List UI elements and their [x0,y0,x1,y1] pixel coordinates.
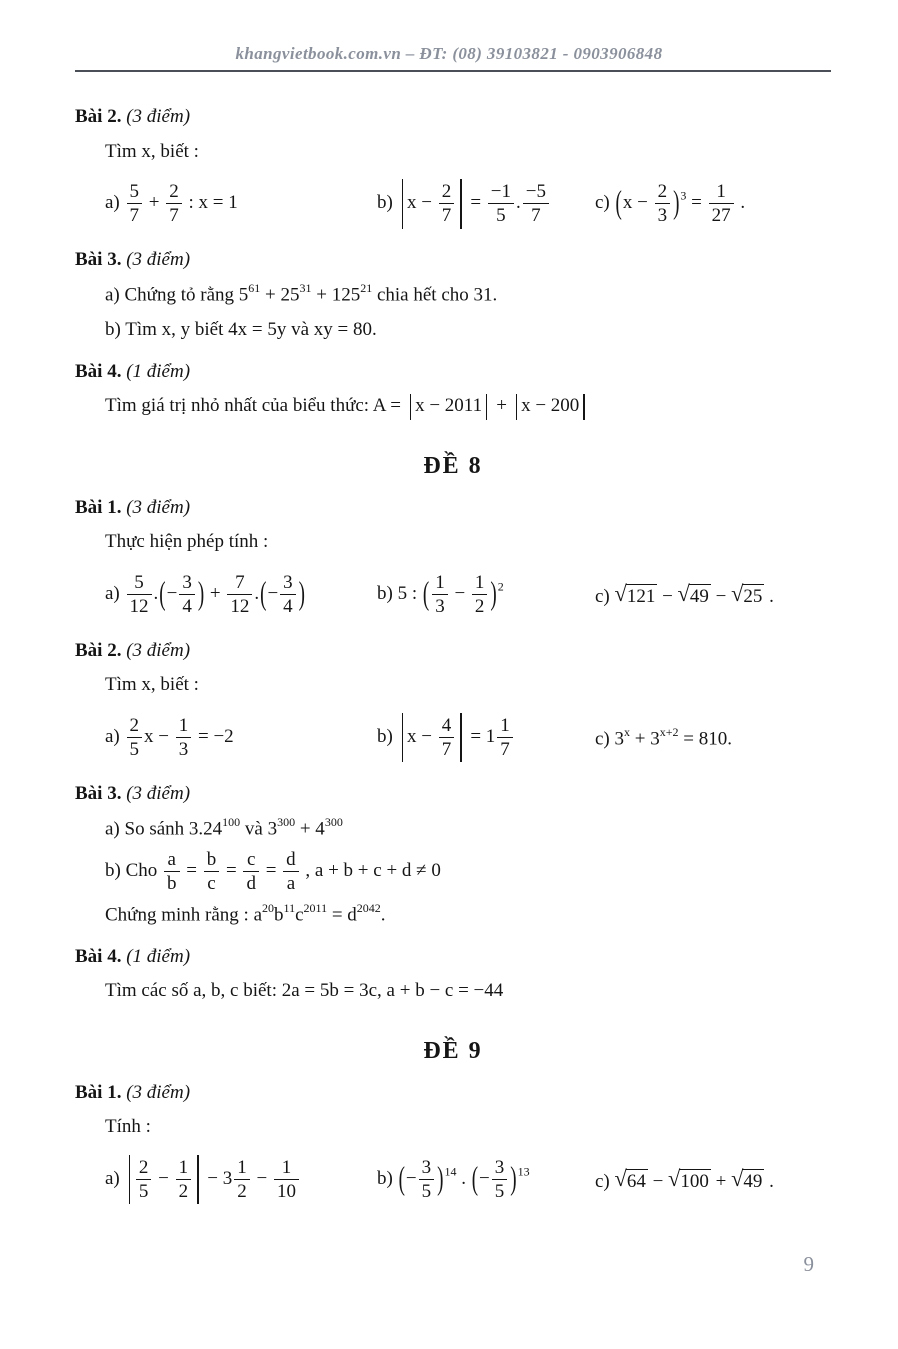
math-text: . [735,192,746,214]
problem-number: Bài 1. [75,1081,122,1103]
math-text: a) So sánh 3.24 [105,818,223,840]
math-text: − [657,585,678,607]
fraction [166,181,182,226]
fraction-denominator: 2 [234,1179,250,1202]
problem-number: Bài 3. [75,248,122,270]
fraction [709,181,734,226]
fraction-denominator: 12 [127,594,152,617]
fraction-denominator: 2 [176,1179,192,1202]
problem-points: (1 điểm) [121,360,191,382]
square-root [614,1165,648,1192]
problem-title [75,637,831,666]
math-text: x − 200 [521,395,580,417]
math-text: và 3 [240,818,278,840]
fraction-denominator: 12 [227,594,252,617]
math-text: c) [595,1170,615,1192]
fraction-numerator: 4 [441,715,452,737]
math-text: . [380,904,386,926]
superscript: 21 [360,281,373,296]
math-text: x − [144,725,174,747]
square-root [668,1165,711,1192]
fraction [127,181,143,226]
math-text: = [260,859,282,881]
radical-sign: √ [731,1165,744,1191]
fraction-denominator: d [243,871,259,894]
superscript: 300 [277,815,296,830]
problem-points: (3 điểm) [121,639,191,661]
math-text: − [405,1167,417,1189]
text-line [105,137,831,166]
math-text: c) [595,192,615,214]
superscript: 11 [283,900,296,915]
math-cell [595,1167,831,1193]
superscript: 13 [517,1164,530,1179]
fraction-numerator: −5 [525,181,546,203]
radicand: 121 [626,585,656,607]
math-text: . [516,192,521,214]
problem-number: Bài 4. [75,945,122,967]
section-heading: ĐỀ 8 [423,452,483,479]
math-text: + 125 [311,284,361,306]
fraction-denominator: 5 [136,1179,152,1202]
superscript: 100 [222,815,241,830]
math-text: a) [105,192,125,214]
math-cell [595,181,831,226]
problem-number: Bài 2. [75,106,122,127]
fraction-numerator: 3 [494,1157,505,1179]
problem-points: (3 điểm) [121,1081,191,1103]
section-heading: ĐỀ 9 [423,1037,483,1064]
fraction [523,181,549,226]
math-text: − [647,1170,669,1192]
superscript: 2 [497,579,504,594]
text-line [105,527,831,556]
header-rule [75,70,831,72]
math-text: . [764,1170,774,1192]
superscript: 2042 [356,900,381,915]
fraction-denominator: 7 [523,203,549,226]
text-line [105,849,831,894]
abs-bar [402,179,403,228]
fraction-denominator: 4 [280,594,296,617]
fraction-denominator: a [283,871,299,894]
fraction-denominator: 5 [492,1179,508,1202]
math-text: b) Tìm x, y biết 4x = 5y và xy = 80. [105,319,377,341]
paren: ( [471,1160,479,1198]
fraction-numerator: 3 [283,572,293,594]
math-text: a) [105,1167,125,1189]
fraction-denominator: c [204,871,220,894]
fraction-numerator: 2 [169,181,179,203]
fraction-denominator: b [164,871,180,894]
math-text: b) [377,192,398,214]
text-line [105,813,831,844]
math-cell [595,725,831,750]
superscript: 300 [324,815,343,830]
problem-points: (3 điểm) [121,248,191,270]
text-line [105,976,831,1005]
math-text: + 4 [295,818,325,840]
square-root [731,580,764,607]
fraction-numerator: b [206,848,217,870]
superscript: x+2 [659,724,679,739]
fraction-numerator: 3 [421,1157,432,1179]
paren: ( [615,184,622,222]
problem-title [75,943,831,972]
math-text: a) [105,582,125,604]
fraction-denominator: 27 [709,203,734,226]
math-text: = [465,192,486,214]
fraction [419,1157,435,1202]
fraction-numerator: 2 [129,715,140,737]
fraction [432,572,448,617]
radicand: 64 [626,1170,646,1192]
math-text: Tính : [105,1116,151,1138]
fraction [234,1157,250,1202]
abs-bar [410,394,411,420]
fraction [176,1157,192,1202]
superscript: 3 [680,188,687,203]
problem-points: (3 điểm) [121,106,191,127]
text-line [105,315,831,344]
math-text: Thực hiện phép tính : [105,531,269,553]
math-row [105,1151,831,1209]
fraction [204,849,220,894]
abs-bar [460,713,461,762]
math-text: = 810. [678,728,732,750]
fraction [280,572,296,617]
abs-bar [460,179,461,228]
problem-number: Bài 1. [75,496,122,518]
problem-title [75,246,831,275]
math-cell [105,715,377,760]
fraction-denominator: 5 [488,203,514,226]
fraction-numerator: 1 [716,181,726,203]
fraction [492,1157,508,1202]
text-line [105,391,831,420]
abs-bar [197,1155,198,1204]
text-line [105,899,831,930]
fraction-numerator: 7 [235,572,245,594]
math-cell [377,179,595,228]
fraction-numerator: 5 [134,572,144,594]
paren: ) [490,575,497,613]
math-text: b) 5 : [377,582,422,604]
fraction-numerator: 1 [178,1157,189,1179]
fraction-denominator: 5 [127,737,143,760]
paren: ) [298,575,305,613]
radicand: 49 [689,585,709,607]
abs-bar [402,713,403,762]
text-line [105,670,831,699]
fraction [497,715,513,760]
fraction-numerator: 5 [129,181,140,203]
problem-title [75,494,831,523]
math-cell [377,572,595,617]
content [75,90,831,1218]
abs-bar [486,394,487,420]
page-number: 9 [803,1252,814,1276]
math-text: . [254,582,260,604]
math-text: − [710,585,732,607]
square-root [731,1165,764,1192]
paren: ) [197,575,205,613]
fraction-numerator: −1 [490,181,512,203]
fraction-numerator: c [246,848,256,870]
math-text: = 1 [465,725,496,747]
fraction [127,572,152,617]
fraction-numerator: 2 [138,1157,149,1179]
fraction [283,849,299,894]
abs-bar [516,394,517,420]
superscript: 20 [262,900,275,915]
math-text: x − [406,725,437,747]
fraction-numerator: 3 [182,572,192,594]
fraction [227,572,252,617]
fraction [439,715,455,760]
math-row [105,709,831,767]
math-text: + [491,395,512,417]
math-text: b) [377,1167,398,1189]
paren: ( [260,575,267,613]
problem-number: Bài 2. [75,639,122,661]
math-text: b) Cho [105,859,162,881]
fraction-numerator: 2 [657,181,668,203]
fraction [136,1157,152,1202]
fraction-denominator: 4 [179,594,195,617]
math-text: − [251,1167,272,1189]
math-cell [105,572,377,617]
math-text: = [686,192,707,214]
math-text: + [144,192,165,214]
math-text: x − 2011 [415,395,483,417]
math-cell [105,181,377,226]
radical-sign: √ [677,580,690,606]
math-text: + 25 [260,284,300,306]
fraction-numerator: 1 [474,572,485,594]
square-root [677,580,711,607]
abs-bar [129,1155,130,1204]
math-cell [595,582,831,608]
math-text: c [295,904,304,926]
fraction [176,715,192,760]
fraction [488,181,514,226]
fraction-denominator: 7 [497,737,513,760]
radicand: 49 [743,1170,763,1192]
page-header: khangvietbook.com.vn – ĐT: (08) 39103821 - 0903906848 [235,44,663,63]
math-text: + [205,582,226,604]
radical-sign: √ [614,1165,627,1191]
math-text: + [710,1170,732,1192]
math-text: = [181,859,202,881]
math-text: − [166,582,178,604]
paren: ) [673,184,680,222]
problem-title [75,103,831,132]
problem-title [75,1079,831,1108]
math-text: = −2 [193,725,234,747]
radical-sign: √ [731,580,744,606]
math-text: + 3 [630,728,660,750]
math-text: Tìm x, biết : [105,140,199,162]
paren: ( [159,575,166,613]
fraction-denominator: 7 [439,203,455,226]
fraction-denominator: 7 [127,203,143,226]
math-text: − [479,1167,490,1189]
superscript: 31 [299,281,312,296]
math-text: Chứng minh rằng : a [105,904,263,926]
square-root [614,580,658,607]
math-text: Tìm x, biết : [105,674,199,696]
fraction [164,849,180,894]
fraction [127,715,143,760]
fraction-numerator: a [167,848,176,870]
math-row [105,175,831,233]
fraction-numerator: 1 [500,715,510,737]
fraction-denominator: 5 [419,1179,435,1202]
fraction-denominator: 7 [439,737,455,760]
fraction-denominator: 7 [166,203,182,226]
radical-sign: √ [668,1165,681,1191]
fraction-numerator: 2 [441,181,452,203]
fraction-denominator: 3 [655,203,671,226]
problem-points: (1 điểm) [121,945,191,967]
math-text: . [456,1167,471,1189]
fraction-denominator: 10 [274,1179,299,1202]
text-line [105,1112,831,1141]
math-text: = d [327,904,357,926]
fraction-numerator: 1 [237,1157,247,1179]
superscript: x [624,724,631,739]
fraction-numerator: 1 [435,572,445,594]
radicand: 100 [680,1170,709,1192]
text-line [105,279,831,310]
math-row [105,566,831,624]
math-text: x − [622,192,653,214]
fraction [274,1157,299,1202]
fraction-denominator: 2 [472,594,488,617]
math-text: . [153,582,159,604]
math-text: b) [377,725,398,747]
math-cell [105,1155,377,1204]
problem-points: (3 điểm) [121,782,191,804]
paren: ) [510,1160,517,1198]
math-text: chia hết cho 31. [372,284,498,306]
math-text: Tìm các số a, b, c biết: 2a = 5b = 3c, a + b − c = −44 [105,980,504,1002]
math-text: a) [105,725,125,747]
problem-number: Bài 3. [75,782,122,804]
math-text: − [267,582,279,604]
problem-points: (3 điểm) [121,496,191,518]
paren: ( [398,1160,405,1198]
superscript: 61 [248,281,261,296]
math-text: − 3 [202,1167,233,1189]
math-text: a) Chứng tỏ rằng 5 [105,284,249,306]
fraction [179,572,195,617]
math-text: . [764,585,774,607]
superscript: 14 [444,1164,457,1179]
math-text: x − [406,192,437,214]
math-text: b [274,904,284,926]
math-cell [377,1157,595,1202]
fraction-numerator: 1 [178,715,189,737]
abs-bar [583,394,584,420]
math-text: , a + b + c + d ≠ 0 [300,859,441,881]
problem-title [75,780,831,809]
superscript: 2011 [303,900,328,915]
fraction [439,181,455,226]
fraction [655,181,671,226]
paren: ( [422,575,430,613]
math-text: − [449,582,470,604]
fraction-denominator: 3 [176,737,192,760]
problem-title [75,358,831,387]
radicand: 25 [743,585,763,607]
math-text: Tìm giá trị nhỏ nhất của biểu thức: A = [105,395,406,417]
math-text: − [153,1167,174,1189]
math-text: c) 3 [595,728,625,750]
fraction-denominator: 3 [432,594,448,617]
radical-sign: √ [614,580,627,606]
fraction-numerator: 1 [281,1157,292,1179]
fraction [472,572,488,617]
paren: ) [437,1160,444,1198]
fraction [243,849,259,894]
problem-number: Bài 4. [75,360,122,382]
math-text: = [221,859,242,881]
math-text: c) [595,585,615,607]
fraction-numerator: d [286,848,296,870]
math-text: : x = 1 [183,192,238,214]
math-cell [377,713,595,762]
